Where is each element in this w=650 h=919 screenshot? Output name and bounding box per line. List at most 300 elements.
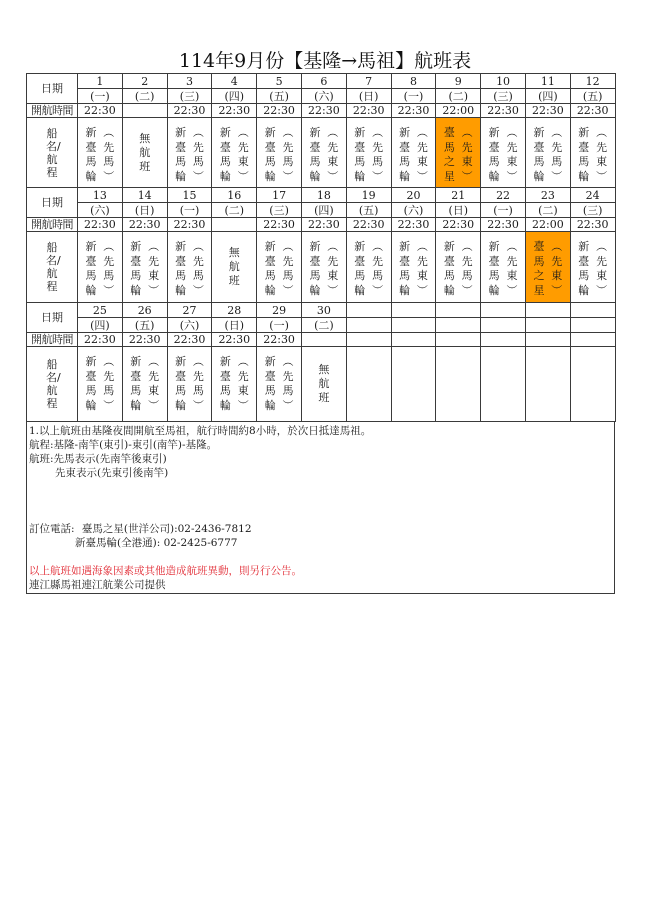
route-code: [103, 355, 115, 413]
ship-info: [212, 347, 256, 421]
label-departure-time: 開航時間: [27, 218, 78, 232]
ship-cell: [481, 232, 526, 303]
departure-time-cell: [122, 104, 167, 118]
empty-cell: [436, 347, 481, 422]
date-cell: 24: [570, 188, 615, 203]
departure-time-cell: 22:30: [78, 218, 123, 232]
booking-label: 訂位電話:: [29, 523, 75, 535]
ship-name: 新臺馬輪: [130, 240, 142, 297]
ship-name: 臺馬之星: [533, 240, 545, 297]
weekday-cell: (日): [122, 203, 167, 218]
ship-name: 新臺馬輪: [354, 240, 366, 297]
paren-close: ︶: [551, 169, 563, 183]
note-flight-code-1: 航班:先馬表示(先南竿後東引): [29, 453, 167, 465]
paren-close: ︶: [103, 169, 115, 183]
route-code: [327, 126, 339, 184]
ship-info: [78, 232, 122, 302]
weekday-cell: (六): [78, 203, 123, 218]
route-code-text: 先馬: [282, 140, 294, 168]
label-date: 日期: [27, 188, 78, 218]
date-cell: 27: [167, 303, 212, 318]
no-service-text: 無航班: [139, 131, 151, 173]
departure-time-cell: [212, 218, 257, 232]
schedule-table: [26, 73, 616, 422]
date-cell: 22: [481, 188, 526, 203]
weekday-cell: (四): [212, 89, 257, 104]
route-code-text: 先馬: [461, 254, 473, 282]
ship-info: [392, 232, 436, 302]
ship-name: 新臺馬輪: [309, 126, 321, 183]
ship-cell: [212, 347, 257, 422]
ship-name: 新臺馬輪: [264, 240, 276, 297]
paren-open: ︵: [551, 240, 563, 253]
route-code-text: 先東: [327, 254, 339, 282]
ship-cell: [78, 118, 123, 188]
route-code-text: 先馬: [192, 254, 204, 282]
paren-open: ︵: [372, 126, 384, 139]
label-ship-route-text: 船名/航程: [46, 241, 61, 293]
departure-time-cell: 22:30: [301, 104, 346, 118]
weekday-cell: [391, 318, 436, 333]
route-code: [237, 355, 249, 413]
date-cell: [481, 303, 526, 318]
ship-name: 新臺馬輪: [309, 240, 321, 297]
ship-route-row: [27, 232, 616, 303]
ship-route-row: [27, 347, 616, 422]
route-code: [461, 240, 473, 298]
weekday-row: [27, 203, 616, 218]
paren-open: ︵: [327, 126, 339, 139]
weekday-cell: (四): [525, 89, 570, 104]
label-date: 日期: [27, 74, 78, 104]
route-code: [103, 240, 115, 298]
ship-name: 新臺馬輪: [130, 355, 142, 412]
paren-close: ︶: [192, 169, 204, 183]
weekday-cell: (六): [391, 203, 436, 218]
ship-route-row: [27, 118, 616, 188]
weekday-cell: (六): [301, 89, 346, 104]
paren-open: ︵: [148, 240, 160, 253]
departure-time-cell: 22:30: [346, 104, 391, 118]
date-row: [27, 188, 616, 203]
route-code-text: 先馬: [282, 254, 294, 282]
route-code-text: 先東: [237, 140, 249, 168]
ship-info: [526, 232, 570, 302]
route-code: [372, 126, 384, 184]
route-code: [506, 126, 518, 184]
route-code: [461, 126, 473, 184]
weekday-row: [27, 89, 616, 104]
paren-close: ︶: [237, 169, 249, 183]
route-code-text: 先馬: [282, 369, 294, 397]
ship-name: 新臺馬輪: [85, 126, 97, 183]
departure-time-cell: [481, 333, 526, 347]
ship-cell: [167, 347, 212, 422]
route-code: [506, 240, 518, 298]
weekday-cell: (一): [167, 203, 212, 218]
weekday-cell: (二): [122, 89, 167, 104]
ship-info: [571, 232, 615, 302]
route-code-text: 先馬: [103, 254, 115, 282]
date-cell: 14: [122, 188, 167, 203]
ship-cell: [212, 118, 257, 188]
paren-close: ︶: [596, 283, 608, 297]
departure-time-cell: [525, 333, 570, 347]
ship-info: [302, 118, 346, 187]
departure-time-cell: 22:00: [525, 218, 570, 232]
ship-info: [347, 118, 391, 187]
ship-info: [302, 232, 346, 302]
route-code-text: 先東: [327, 140, 339, 168]
departure-time-cell: [346, 333, 391, 347]
ship-cell: [122, 347, 167, 422]
departure-time-cell: 22:30: [570, 104, 615, 118]
provider-credit: 連江縣馬祖連江航業公司提供: [29, 579, 166, 591]
date-cell: [391, 303, 436, 318]
departure-time-cell: 22:30: [391, 218, 436, 232]
date-cell: 6: [301, 74, 346, 89]
paren-open: ︵: [596, 126, 608, 139]
ship-info: [123, 347, 167, 421]
route-code: [551, 240, 563, 298]
date-cell: 7: [346, 74, 391, 89]
ship-name: 新臺馬輪: [219, 126, 231, 183]
weekday-cell: (日): [212, 318, 257, 333]
route-code-text: 先東: [596, 254, 608, 282]
route-code-text: 先東: [237, 369, 249, 397]
weekday-cell: (三): [167, 89, 212, 104]
date-cell: 12: [570, 74, 615, 89]
route-code: [192, 240, 204, 298]
date-cell: 4: [212, 74, 257, 89]
ship-info: [436, 118, 480, 187]
paren-close: ︶: [148, 283, 160, 297]
ship-cell: [257, 232, 302, 303]
ship-name: 新臺馬輪: [399, 126, 411, 183]
ship-cell: [570, 232, 615, 303]
label-departure-time: 開航時間: [27, 333, 78, 347]
paren-close: ︶: [506, 283, 518, 297]
label-ship-route-text: 船名/航程: [46, 358, 61, 410]
paren-open: ︵: [596, 240, 608, 253]
paren-open: ︵: [372, 240, 384, 253]
no-service-text: 無航班: [228, 246, 240, 287]
route-code: [237, 126, 249, 184]
paren-open: ︵: [461, 126, 473, 139]
departure-time-cell: 22:30: [525, 104, 570, 118]
weekday-cell: (五): [122, 318, 167, 333]
route-code: [148, 240, 160, 298]
paren-open: ︵: [237, 355, 249, 368]
route-code: [416, 240, 428, 298]
label-departure-time: 開航時間: [27, 104, 78, 118]
departure-time-cell: 22:30: [481, 104, 526, 118]
date-cell: 20: [391, 188, 436, 203]
route-code: [282, 126, 294, 184]
empty-cell: [346, 347, 391, 422]
ship-info: [481, 232, 525, 302]
departure-time-cell: 22:30: [167, 218, 212, 232]
departure-time-cell: 22:30: [257, 218, 302, 232]
ship-cell: [436, 232, 481, 303]
weekday-cell: (日): [346, 89, 391, 104]
ship-info: [392, 118, 436, 187]
departure-time-cell: 22:30: [257, 104, 302, 118]
ship-cell: [257, 347, 302, 422]
date-cell: 21: [436, 188, 481, 203]
weekday-cell: [346, 318, 391, 333]
route-code-text: 先馬: [192, 369, 204, 397]
note-line-1: 1.以上航班由基隆夜間開航至馬祖，航行時間約8小時，於次日抵達馬祖。: [29, 425, 372, 437]
ship-name: 新臺馬輪: [85, 355, 97, 412]
paren-close: ︶: [416, 283, 428, 297]
paren-open: ︵: [192, 355, 204, 368]
route-code-text: 先馬: [372, 254, 384, 282]
ship-info: [78, 347, 122, 421]
route-code: [192, 355, 204, 413]
weekday-cell: (五): [346, 203, 391, 218]
paren-close: ︶: [461, 283, 473, 297]
ship-name: 新臺馬輪: [354, 126, 366, 183]
ship-info: [123, 232, 167, 302]
ship-cell: [481, 118, 526, 188]
ship-name: 新臺馬輪: [488, 126, 500, 183]
ship-cell: [301, 232, 346, 303]
date-cell: 8: [391, 74, 436, 89]
route-code: [596, 240, 608, 298]
weekday-cell: (三): [481, 89, 526, 104]
departure-time-cell: 22:30: [436, 218, 481, 232]
route-code: [327, 240, 339, 298]
paren-close: ︶: [237, 398, 249, 412]
ship-name: 新臺馬輪: [488, 240, 500, 297]
label-ship-route: [27, 118, 78, 188]
weekday-cell: [570, 318, 615, 333]
date-cell: 25: [78, 303, 123, 318]
departure-time-row: [27, 104, 616, 118]
weekday-cell: (日): [436, 203, 481, 218]
ship-cell: [570, 118, 615, 188]
weekday-cell: (六): [167, 318, 212, 333]
departure-time-cell: 22:00: [436, 104, 481, 118]
departure-time-cell: 22:30: [122, 218, 167, 232]
weekday-cell: (一): [78, 89, 123, 104]
ship-cell: [525, 118, 570, 188]
weekday-cell: (五): [257, 89, 302, 104]
route-code-text: 先東: [461, 140, 473, 168]
departure-time-cell: [391, 333, 436, 347]
ship-name: 新臺馬輪: [175, 240, 187, 297]
paren-close: ︶: [327, 283, 339, 297]
date-cell: [346, 303, 391, 318]
weekday-cell: (五): [570, 89, 615, 104]
route-code: [372, 240, 384, 298]
date-cell: 2: [122, 74, 167, 89]
route-code-text: 先東: [596, 140, 608, 168]
ship-info: [212, 118, 256, 187]
label-ship-route-text: 船名/航程: [46, 126, 61, 179]
ship-info: [347, 232, 391, 302]
weekday-cell: (三): [570, 203, 615, 218]
ship-cell-highlighted: [525, 232, 570, 303]
empty-cell: [570, 347, 615, 422]
ship-name: 新臺馬輪: [578, 126, 590, 183]
ship-info: [436, 232, 480, 302]
departure-time-cell: 22:30: [212, 333, 257, 347]
route-code: [192, 126, 204, 184]
no-service-text: 無航班: [318, 363, 330, 404]
ship-info: [78, 118, 122, 187]
date-cell: 28: [212, 303, 257, 318]
paren-open: ︵: [282, 355, 294, 368]
ship-info: [168, 232, 212, 302]
ship-name: 新臺馬輪: [533, 126, 545, 183]
weekday-cell: (二): [436, 89, 481, 104]
date-cell: 13: [78, 188, 123, 203]
paren-close: ︶: [103, 398, 115, 412]
label-ship-route: [27, 232, 78, 303]
departure-time-cell: 22:30: [301, 218, 346, 232]
departure-time-cell: 22:30: [346, 218, 391, 232]
ship-info: [257, 232, 301, 302]
route-code: [551, 126, 563, 184]
paren-open: ︵: [282, 240, 294, 253]
paren-close: ︶: [282, 169, 294, 183]
weekday-cell: [481, 318, 526, 333]
ship-info: [571, 118, 615, 187]
ship-cell: [257, 118, 302, 188]
date-cell: 23: [525, 188, 570, 203]
route-code: [416, 126, 428, 184]
paren-close: ︶: [282, 283, 294, 297]
notes-section: [26, 422, 615, 594]
ship-name: 新臺馬輪: [264, 355, 276, 412]
weekday-cell: (三): [257, 203, 302, 218]
departure-time-cell: 22:30: [167, 333, 212, 347]
ship-cell: [78, 232, 123, 303]
paren-open: ︵: [416, 126, 428, 139]
ship-cell: [346, 118, 391, 188]
ship-name: 新臺馬輪: [264, 126, 276, 183]
weekday-row: [27, 318, 616, 333]
ship-cell: [391, 118, 436, 188]
paren-open: ︵: [461, 240, 473, 253]
empty-cell: [525, 347, 570, 422]
warning-notice: 以上航班如遇海象因素或其他造成航班異動，則另行公告。: [29, 565, 302, 577]
weekday-cell: (四): [301, 203, 346, 218]
paren-open: ︵: [103, 126, 115, 139]
paren-open: ︵: [103, 355, 115, 368]
ship-info: [526, 118, 570, 187]
departure-time-cell: 22:30: [167, 104, 212, 118]
paren-open: ︵: [192, 240, 204, 253]
empty-cell: [481, 347, 526, 422]
paren-open: ︵: [327, 240, 339, 253]
route-code-text: 先馬: [551, 140, 563, 168]
weekday-cell: (四): [78, 318, 123, 333]
page-title: 114年9月份【基隆→馬祖】航班表: [178, 50, 472, 72]
route-code-text: 先東: [416, 254, 428, 282]
date-cell: 16: [212, 188, 257, 203]
departure-time-cell: 22:30: [391, 104, 436, 118]
ship-info: [257, 118, 301, 187]
paren-open: ︵: [416, 240, 428, 253]
departure-time-cell: 22:30: [481, 218, 526, 232]
date-cell: 11: [525, 74, 570, 89]
paren-close: ︶: [372, 283, 384, 297]
date-row: [27, 74, 616, 89]
route-code-text: 先馬: [103, 140, 115, 168]
departure-time-cell: 22:30: [122, 333, 167, 347]
departure-time-cell: 22:30: [78, 104, 123, 118]
date-cell: [436, 303, 481, 318]
date-cell: [525, 303, 570, 318]
departure-time-cell: [570, 333, 615, 347]
route-code-text: 先東: [506, 254, 518, 282]
route-code: [282, 355, 294, 413]
ship-cell: [78, 347, 123, 422]
route-code-text: 先東: [148, 254, 160, 282]
paren-close: ︶: [372, 169, 384, 183]
route-code-text: 先馬: [103, 369, 115, 397]
route-code-text: 先馬: [372, 140, 384, 168]
weekday-cell: (二): [525, 203, 570, 218]
note-route: 航程:基隆-南竿(東引)-東引(南竿)-基隆。: [29, 439, 218, 451]
label-ship-route: [27, 347, 78, 422]
route-code: [103, 126, 115, 184]
date-cell: 17: [257, 188, 302, 203]
paren-close: ︶: [282, 398, 294, 412]
ship-cell: [167, 118, 212, 188]
route-code-text: 先東: [416, 140, 428, 168]
weekday-cell: [525, 318, 570, 333]
route-code: [596, 126, 608, 184]
no-service-cell: [212, 232, 257, 303]
note-flight-code-2: 先東表示(先東引後南竿): [55, 467, 169, 479]
paren-close: ︶: [103, 283, 115, 297]
label-date: 日期: [27, 303, 78, 333]
paren-close: ︶: [596, 169, 608, 183]
no-service-cell: [122, 118, 167, 188]
weekday-cell: [436, 318, 481, 333]
no-service-cell: [301, 347, 346, 422]
paren-close: ︶: [416, 169, 428, 183]
weekday-cell: (一): [257, 318, 302, 333]
paren-open: ︵: [282, 126, 294, 139]
booking-phone-1: [29, 522, 612, 536]
departure-time-cell: [436, 333, 481, 347]
route-code-text: 先東: [148, 369, 160, 397]
paren-close: ︶: [506, 169, 518, 183]
paren-open: ︵: [551, 126, 563, 139]
departure-time-row: [27, 333, 616, 347]
ship-cell: [301, 118, 346, 188]
date-cell: 10: [481, 74, 526, 89]
date-cell: 15: [167, 188, 212, 203]
empty-cell: [391, 347, 436, 422]
departure-time-cell: 22:30: [212, 104, 257, 118]
ship-name: 新臺馬輪: [219, 355, 231, 412]
ship-name: 新臺馬輪: [399, 240, 411, 297]
date-cell: 26: [122, 303, 167, 318]
booking-phone-2: 新臺馬輪(全港通): 02-2425-6777: [75, 537, 238, 549]
ship-info: [481, 118, 525, 187]
ship-name: 新臺馬輪: [578, 240, 590, 297]
ship-cell-highlighted: [436, 118, 481, 188]
date-cell: 19: [346, 188, 391, 203]
ship-cell: [346, 232, 391, 303]
schedule-sheet: [26, 73, 615, 594]
